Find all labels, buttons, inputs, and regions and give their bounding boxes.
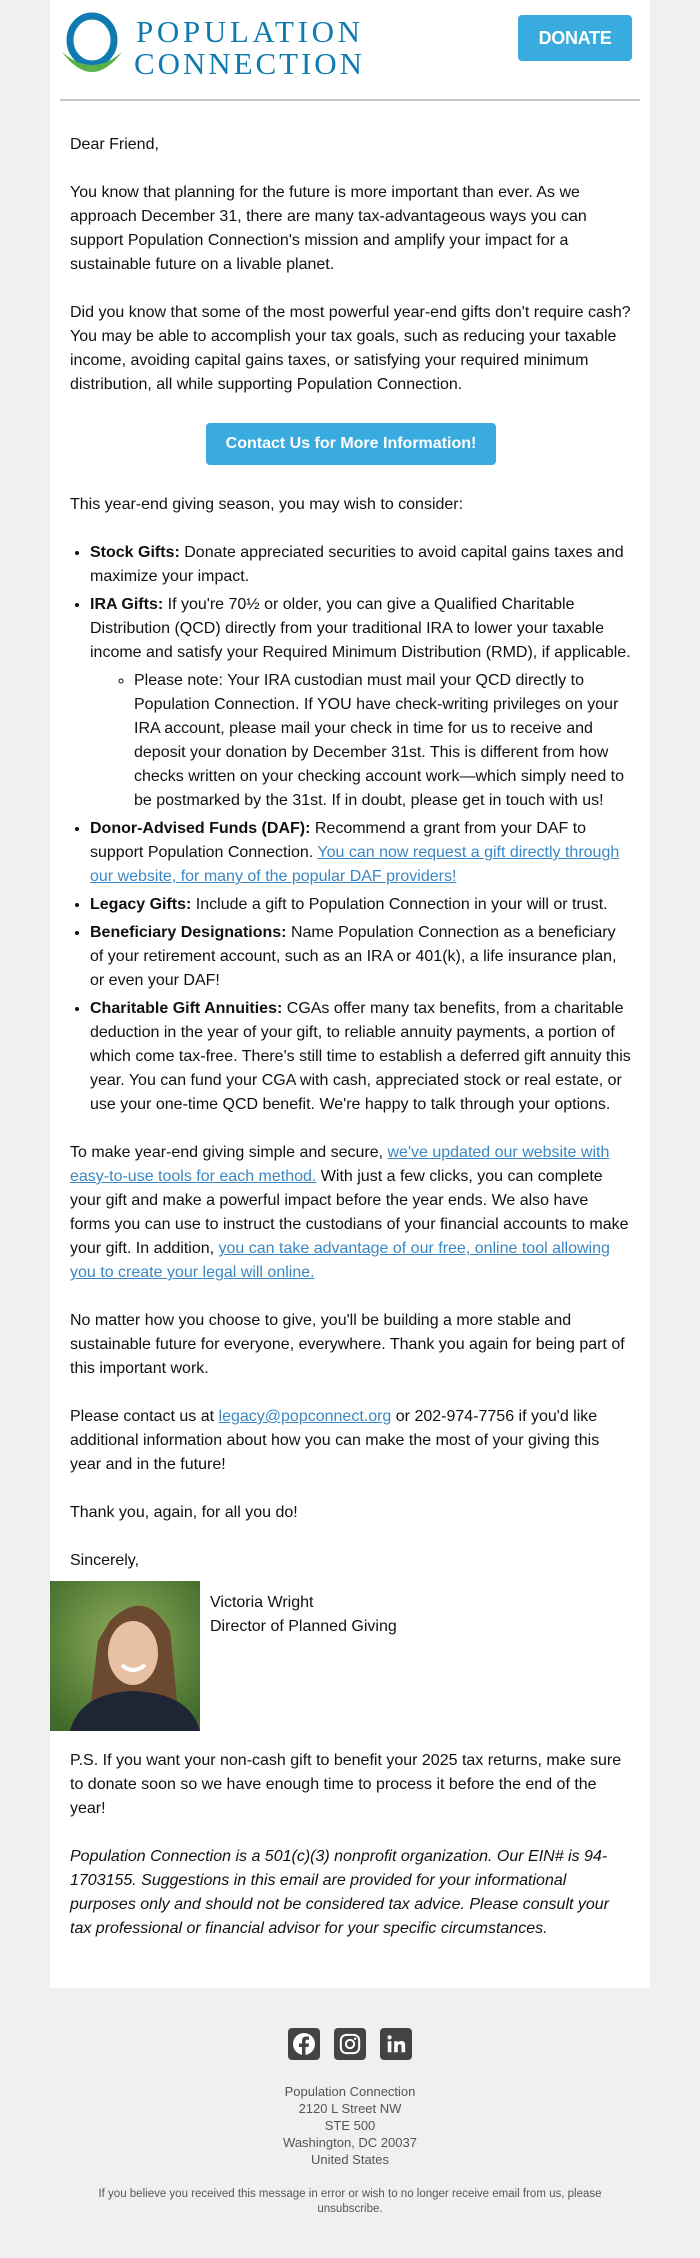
linkedin-icon[interactable]: [380, 2028, 412, 2060]
footer-address: [0, 2083, 700, 2168]
svg-text:CONNECTION: CONNECTION: [134, 46, 362, 78]
list-item: • IRA Gifts: If you're 70½ or older, you can give a Qualified Charitable Distribution (QCD) directly from your traditional IRA to lower your taxable income and satisfy your Required Minimum Distribution (RMD), if applicable. ◦ Please note: Your IRA custodian must mail your QCD directly to Population Connection. If YOU have check-writing privileges on your IRA account, please mail your check in time for us to receive and deposit your donation by December 31st. This is different from how checks written on your checking account work—which simply need to be postmarked by the 31st. If in doubt, please get in touch with us!: [90, 593, 632, 813]
greeting: Dear Friend,: [70, 136, 159, 153]
daf-link[interactable]: You can now request a gift directly through our website, for many of the popular DAF providers!: [90, 844, 620, 885]
list-item: • Stock Gifts: Donate appreciated securities to avoid capital gains taxes and maximize your impact.: [90, 541, 632, 589]
address-line: Population Connection: [284, 2084, 416, 2099]
signer-name: Victoria Wright: [210, 1594, 314, 1611]
address-line: STE 500: [324, 2118, 376, 2133]
list-item: • Charitable Gift Annuities: CGAs offer many tax benefits, from a charitable deduction in the year of your gift, to reliable annuity payments, a portion of which come tax-free. There's still time to establish a deferred gift annuity this year. You can fund your CGA with cash, appreciated stock or real estate, or use your one-time QCD benefit. We're happy to talk through your options.: [90, 997, 632, 1117]
address-line: Washington, DC 20037: [283, 2135, 417, 2150]
will-tool-link[interactable]: you can take advantage of our free, online tool allowing you to create your legal will online.: [70, 1240, 610, 1281]
signer-title: Director of Planned Giving: [210, 1618, 397, 1635]
closing: Sincerely,: [70, 1552, 140, 1569]
social-links: [288, 2028, 412, 2060]
postscript: P.S. If you want your non-cash gift to benefit your 2025 tax returns, make sure to donate soon so we have enough time to process it before the end of the year!: [70, 1752, 622, 1817]
instagram-icon[interactable]: [334, 2028, 366, 2060]
address-line: United States: [310, 2152, 390, 2167]
email-link[interactable]: legacy@popconnect.org: [218, 1408, 392, 1425]
signature-block: [50, 1581, 632, 1731]
paragraph: To make year-end giving simple and secure, we've updated our website with easy-to-use tools for each method. With just a few clicks, you can complete your gift and make a powerful impact before the year ends. We also have forms you can use to instruct the custodians of your financial accounts to make your gift. In addition, you can take advantage of our free, online tool allowing you to create your legal will online.: [70, 1144, 629, 1281]
list-item: • Beneficiary Designations: Name Population Connection as a beneficiary of your retirement account, such as an IRA or 401(k), a life insurance plan, or even your DAF!: [90, 921, 632, 993]
donate-button[interactable]: DONATE: [518, 15, 632, 61]
giving-options-list: [70, 541, 632, 1117]
thanks: Thank you, again, for all you do!: [70, 1504, 298, 1521]
letter-body: [70, 133, 632, 1965]
list-item: • Legacy Gifts: Include a gift to Population Connection in your will or trust.: [90, 893, 632, 917]
paragraph: Did you know that some of the most powerful year-end gifts don't require cash? You may be able to accomplish your tax goals, such as reducing your taxable income, avoiding capital gains taxes, or satisfying your required minimum distribution, all while supporting Population Connection.: [70, 304, 631, 393]
ira-note: ◦ Please note: Your IRA custodian must mail your QCD directly to Population Connection. If YOU have check-writing privileges on your IRA account, please mail your check in time for us to receive and deposit your donation by December 31st. This is different from how checks written on your checking account work—which simply need to be postmarked by the 31st. If in doubt, please get in touch with us!: [134, 669, 632, 813]
population-connection-logo[interactable]: [60, 12, 370, 78]
contact-us-button[interactable]: Contact Us for More Information!: [206, 423, 496, 465]
website-tools-link[interactable]: we've updated our website with easy-to-use tools for each method.: [70, 1144, 610, 1185]
facebook-icon[interactable]: [288, 2028, 320, 2060]
divider: [60, 99, 640, 101]
email-card: [50, 0, 650, 1988]
list-item: • Donor-Advised Funds (DAF): Recommend a grant from your DAF to support Population Connection. You can now request a gift directly through our website, for many of the popular DAF providers!: [90, 817, 632, 889]
list-intro: This year-end giving season, you may wish to consider:: [70, 496, 464, 513]
signer-photo: [50, 1581, 200, 1731]
svg-text:POPULATION: POPULATION: [136, 14, 360, 49]
paragraph: No matter how you choose to give, you'll be building a more stable and sustainable future for everyone, everywhere. Thank you again for being part of this important work.: [70, 1312, 625, 1377]
disclaimer: Population Connection is a 501(c)(3) nonprofit organization. Our EIN# is 94-1703155. Suggestions in this email are provided for your informational purposes only and should not be considered tax advice. Please consult your tax professional or financial advisor for your specific circumstances.: [70, 1848, 610, 1937]
paragraph: You know that planning for the future is more important than ever. As we approach December 31, there are many tax-advantageous ways you can support Population Connection's mission and amplify your impact for a sustainable future on a livable planet.: [70, 184, 587, 273]
unsubscribe-notice[interactable]: If you believe you received this message in error or wish to no longer receive email from us, please unsubscribe.: [98, 2188, 602, 2215]
paragraph: Please contact us at legacy@popconnect.org or 202-974-7756 if you'd like additional information about how you can make the most of your giving this year and in the future!: [70, 1408, 600, 1473]
address-line: 2120 L Street NW: [298, 2101, 402, 2116]
